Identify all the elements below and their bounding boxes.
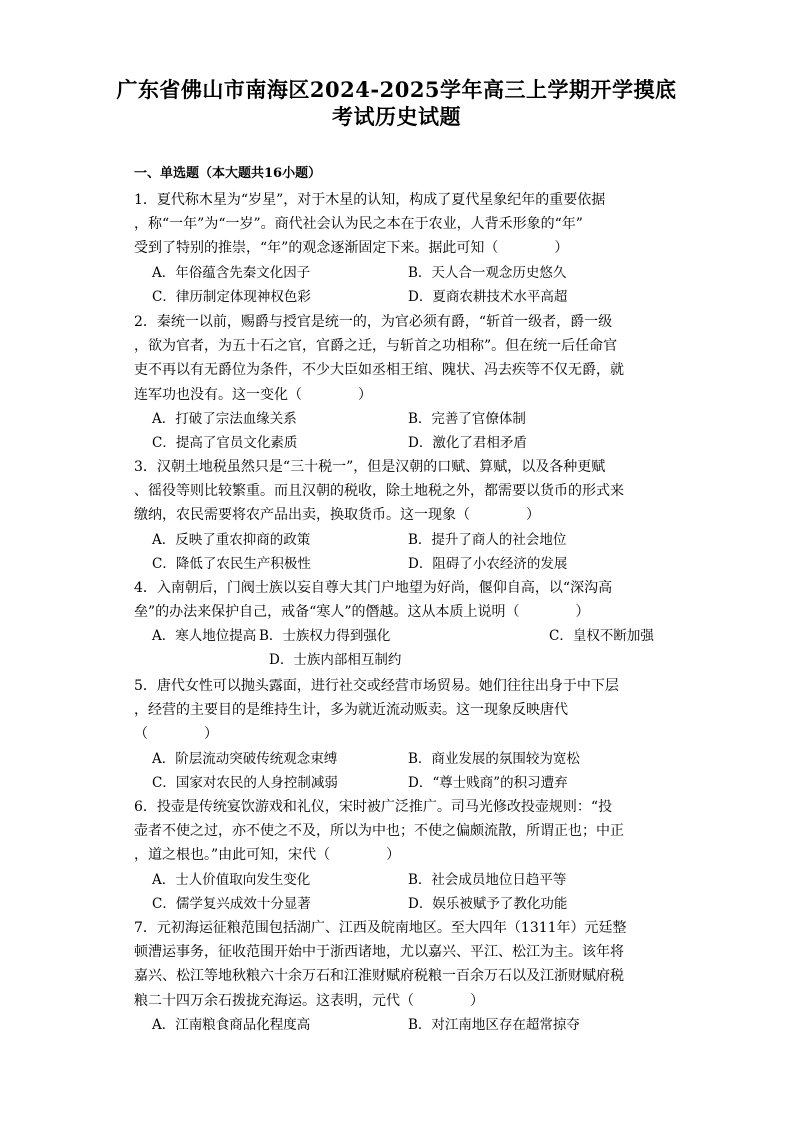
options (134, 261, 674, 309)
question-3 (134, 455, 674, 576)
option-a[interactable]: A．年俗蕴含先秦文化因子 (152, 264, 311, 281)
option-a[interactable]: A．打破了宗法血缘关系 (152, 410, 297, 427)
option-d[interactable]: D．激化了君相矛盾 (408, 434, 527, 451)
question-text-line: 吏不再以有无爵位为条件，不少大臣如丞相王绾、隗状、冯去疾等不仅无爵，就 (134, 362, 624, 379)
option-d[interactable]: D．娱乐被赋予了教化功能 (408, 895, 568, 912)
question-text-line: 5．唐代女性可以抛头露面，进行社交或经营市场贸易。她们往往出身于中下层 (134, 678, 619, 694)
option-a[interactable]: A．士人价值取向发生变化 (152, 871, 311, 888)
option-b[interactable]: B．完善了官僚体制 (408, 410, 526, 427)
option-b[interactable]: B．商业发展的氛围较为宽松 (408, 750, 580, 767)
option-d[interactable]: D．夏商农耕技术水平高超 (408, 288, 568, 305)
option-a[interactable]: A．反映了重农抑商的政策 (152, 531, 311, 548)
section-heading: 一、单选题（本大题共16小题） (134, 166, 322, 181)
question-text-line: 顿漕运事务，征收范围开始中于浙西诸地，尤以嘉兴、平江、松江为主。该年将 (134, 944, 624, 961)
question-4 (134, 576, 674, 672)
options (134, 624, 674, 672)
option-b[interactable]: B．天人合一观念历史悠久 (408, 264, 567, 281)
option-a[interactable]: A．寒人地位提高 (152, 628, 257, 645)
option-d[interactable]: D．士族内部相互制约 (269, 652, 402, 669)
question-7 (134, 916, 674, 1037)
question-text-line: ，欲为官者，为五十石之官，官爵之迁，与斩首之功相称”。但在统一后任命官 (134, 338, 618, 355)
option-c[interactable]: C．提高了官员文化素质 (152, 434, 298, 451)
option-c[interactable]: C．皇权不断加强 (549, 628, 654, 645)
question-text-line: 受到了特别的推崇，“年”的观念逐渐固定下来。据此可知（ ） (134, 240, 569, 257)
options (134, 528, 674, 576)
options (134, 407, 674, 455)
options (134, 868, 674, 916)
question-text-line: 垒”的办法来保护自己，戒备“寒人”的僭越。这从本质上说明（ ） (134, 604, 590, 621)
question-text-line: ，经营的主要目的是维持生计，多为就近流动贩卖。这一现象反映唐代 (134, 702, 568, 719)
option-d[interactable]: D．阻碍了小农经济的发展 (408, 555, 568, 572)
option-a[interactable]: A．阶层流动突破传统观念束缚 (152, 750, 338, 767)
title-line-1: 广东省佛山市南海区2024-2025学年高三上学期开学摸底 (116, 77, 677, 102)
question-text-line: ，称“一年”为“一岁”。商代社会认为民之本在于农业，人背禾形象的“年” (134, 216, 583, 233)
options (134, 747, 674, 795)
question-text-line: 6．投壶是传统宴饮游戏和礼仪，宋时被广泛推广。司马光修改投壶规则：“投 (134, 799, 613, 815)
question-text-line: 、徭役等则比较繁重。而且汉朝的税收，除土地税之外，都需要以货币的形式来 (134, 483, 624, 500)
option-c[interactable]: C．律历制定体现神权色彩 (152, 288, 311, 305)
option-b[interactable]: B．提升了商人的社会地位 (408, 531, 567, 548)
title-line-2: 考试历史试题 (332, 104, 461, 129)
question-5 (134, 674, 674, 795)
question-2 (134, 310, 674, 455)
option-b[interactable]: B．士族权力得到强化 (259, 628, 391, 645)
question-text-line: 壶者不使之过，亦不使之不及，所以为中也；不使之偏颇流散，所谓正也；中正 (134, 823, 624, 840)
question-1 (134, 188, 674, 309)
question-text-line: 2．秦统一以前，赐爵与授官是统一的，为官必须有爵，“斩首一级者，爵一级 (134, 314, 613, 330)
option-c[interactable]: C．降低了农民生产积极性 (152, 555, 311, 572)
question-text-line: 连军功也没有。这一变化（ ） (134, 386, 372, 403)
question-6 (134, 795, 674, 916)
question-text-line: （ ） (134, 726, 218, 743)
question-text-line: 缴纳，农民需要将农产品出卖，换取货币。这一现象（ ） (134, 507, 540, 524)
question-text-line: 4．入南朝后，门阀士族以妄自尊大其门户地望为好尚，偃仰自高，以“深沟高 (134, 580, 613, 596)
question-text-line: 1．夏代称木星为“岁星”，对于木星的认知，构成了夏代星象纪年的重要依据 (134, 192, 606, 208)
option-c[interactable]: C．国家对农民的人身控制减弱 (152, 774, 338, 791)
option-b[interactable]: B．对江南地区存在超常掠夺 (408, 1016, 580, 1033)
options (134, 1013, 674, 1037)
question-text-line: 粮二十四万余石拨拢充海运。这表明，元代（ ） (134, 992, 484, 1009)
option-b[interactable]: B．社会成员地位日趋平等 (408, 871, 567, 888)
question-text-line: 嘉兴、松江等地秋粮六十余万石和江淮财赋府税粮一百余万石以及江浙财赋府税 (134, 968, 624, 985)
question-text-line: 7．元初海运征粮范围包括湖广、江西及皖南地区。至大四年（1311年）元廷整 (134, 920, 627, 936)
question-text-line: ，道之根也。”由此可知，宋代（ ） (134, 847, 401, 864)
question-text-line: 3．汉朝土地税虽然只是“三十税一”，但是汉朝的口赋、算赋，以及各种更赋 (134, 459, 606, 475)
option-d[interactable]: D．“尊士贱商”的积习遭弃 (408, 774, 568, 791)
option-a[interactable]: A．江南粮食商品化程度高 (152, 1016, 311, 1033)
option-c[interactable]: C．儒学复兴成效十分显著 (152, 895, 311, 912)
